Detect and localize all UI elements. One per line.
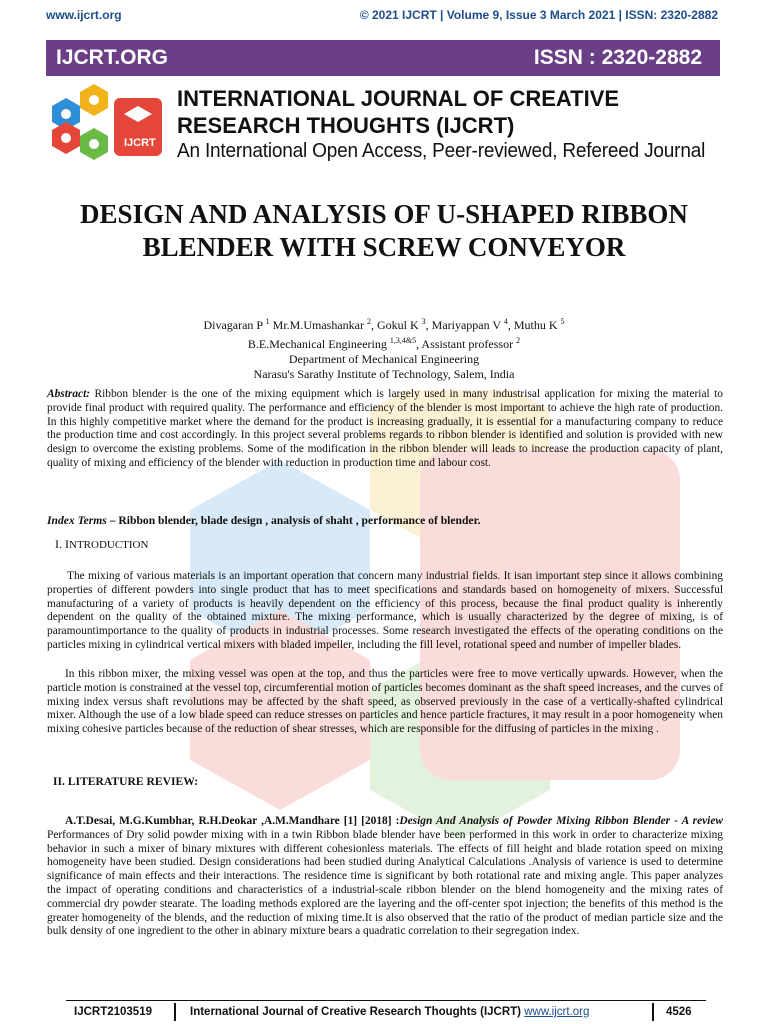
lit-title: Design And Analysis of Powder Mixing Ribbon Blender - A review (399, 815, 723, 827)
journal-tagline: An International Open Access, Peer-reviewed, Refereed Journal (177, 140, 706, 162)
site-link[interactable]: www.ijcrt.org (46, 8, 122, 22)
index-terms-text: – Ribbon blender, blade design , analysis of shaht , performance of blender. (106, 514, 481, 527)
affiliation-line1: B.E.Mechanical Engineering $^{1,3,4\&5}$, Assistant professor $^2$ (247, 336, 521, 351)
banner-issn: ISSN : 2320-2882 (533, 46, 702, 69)
page-number: 4526 (666, 1006, 692, 1018)
lit-text: Performances of Dry solid powder mixing with in a twin Ribbon blade blender have been performed in this work in order to characterize mixing behavior in such a mixer of binary mixtures with different cohesionless materials. The effects of fill height and blade rotation speed on mixing homogeneity have been studied. Design considerations had been studied during Analytical Calculations .Analysis of varience is used to determine significance of main effects and their interactions. The residence time is significant by both rotational rate and mixing angle. This paper analyzes the impact of operating conditions and characteristics of a industrial-scale ribbon blender on the blend homogeneity and the mixing rates of commercial dry powder stearate. The loading methods explored are the layering and the off-center spot injection; the benefits of this method is the greater homogeneity of the blends, and the reduction of mixing time.It is also observed that the ratio of the product of median particle size and the bulk density of one ingredient to the other in abinary mixture bears a quadratic correlation to their segregation index. (47, 828, 723, 938)
footer-url-link[interactable]: www.ijcrt.org (524, 1006, 590, 1018)
literature-paragraph-1 (47, 815, 723, 939)
section-heading-literature-review: II. LITERATURE REVIEW: (53, 775, 199, 788)
journal-name-line1: INTERNATIONAL JOURNAL OF CREATIVE (177, 86, 620, 111)
paper-title: DESIGN AND ANALYSIS OF U-SHAPED RIBBON BLENDER WITH SCREW CONVEYOR (80, 199, 688, 262)
top-header (0, 0, 768, 30)
section-heading-introduction: I. INTRODUCTION (55, 537, 149, 551)
journal-banner (46, 40, 720, 76)
abstract (47, 388, 723, 471)
footer-divider (174, 1003, 176, 1021)
banner-site: IJCRT.ORG (56, 46, 169, 69)
page-footer (66, 1000, 706, 1023)
abstract-label: Abstract: (47, 388, 91, 400)
footer-divider (652, 1003, 654, 1021)
journal-name-line2: RESEARCH THOUGHTS (IJCRT) (177, 113, 515, 138)
author-block (0, 314, 768, 382)
footer-journal: International Journal of Creative Research Thoughts (IJCRT) www.ijcrt.org (190, 1006, 590, 1018)
paper-id: IJCRT2103519 (74, 1006, 152, 1018)
intro-paragraph-1: The mixing of various materials is an important operation that concern many industrial fields. It isan important step since it allows combining properties of different powders into single product that has to meet specifications and standards based on homogeneity of mixers. Successful manufacturing of a variety of products is heavily dependent on the efficiency of this process, because the final product quality is inherently dependent on the quality of the obtained mixture. The mixing performance, which is usually characterized by the degree of mixing, is of paramountimportance to the quality of products in industrial processes. Some research investigated the effects of the operating conditions on the particles mixing in cylindrical vertical mixers with bladed impeller, including the fill level, rotational speed and number of impeller blades. (47, 570, 723, 651)
lit-authors: A.T.Desai, M.G.Kumbhar, R.H.Deokar ,A.M.Mandhare [1] [2018] : (65, 815, 400, 827)
index-terms (47, 514, 481, 527)
issue-info: © 2021 IJCRT | Volume 9, Issue 3 March 2021 | ISSN: 2320-2882 (359, 8, 718, 22)
author-list: Divagaran P $^1$ Mr.M.Umashankar $^2$, Gokul K $^3$, Mariyappan V $^4$, Muthu K $^5$ (203, 317, 565, 332)
affiliation-line2: Department of Mechanical Engineering (288, 352, 480, 366)
intro-paragraph-2: In this ribbon mixer, the mixing vessel was open at the top, and thus the particles were free to move vertically upwards. However, when the particle motion is constrained at the vessel top, circumferential motion of particles becomes dominant as the shaft speed increases, and the curves of mixing index versus shaft revolutions may be affected by the shaft speed, as observed previously in the case of a vertically-shafted cylindrical mixer. Although the use of a low blade speed can reduce stresses on particles and hence particle fractures, it may result in a poor homogeneity when mixing cohesive particles because of the reduction of shear stresses, which are responsible for the diffusing of particles in the mixing . (47, 668, 723, 736)
affiliation-line3: Narasu's Sarathy Institute of Technology, Salem, India (253, 367, 515, 381)
index-terms-label: Index Terms (47, 514, 107, 527)
logo-text: IJCRT (124, 137, 156, 149)
abstract-text: Ribbon blender is the one of the mixing equipment which is largely used in many industrisal application for mixing the material to provide final product with required quality. The performance and efficiency of the blender is most important to achieve the high rate of production. In this highly competitive market where the demand for the product is increasing gradually, it is essential for a manufacturing company to reduce the production time and cost accordingly. In this project several problems regards to ribbon blender is identified and solution is provided with new design to overcome the existing problems. Some of the modification in the ribbon blender will leads to increase the production capacity of plant, quality of mixing and efficiency of the blender with reduction in production time and labour cost. (47, 388, 723, 469)
ijcrt-logo (44, 84, 170, 168)
